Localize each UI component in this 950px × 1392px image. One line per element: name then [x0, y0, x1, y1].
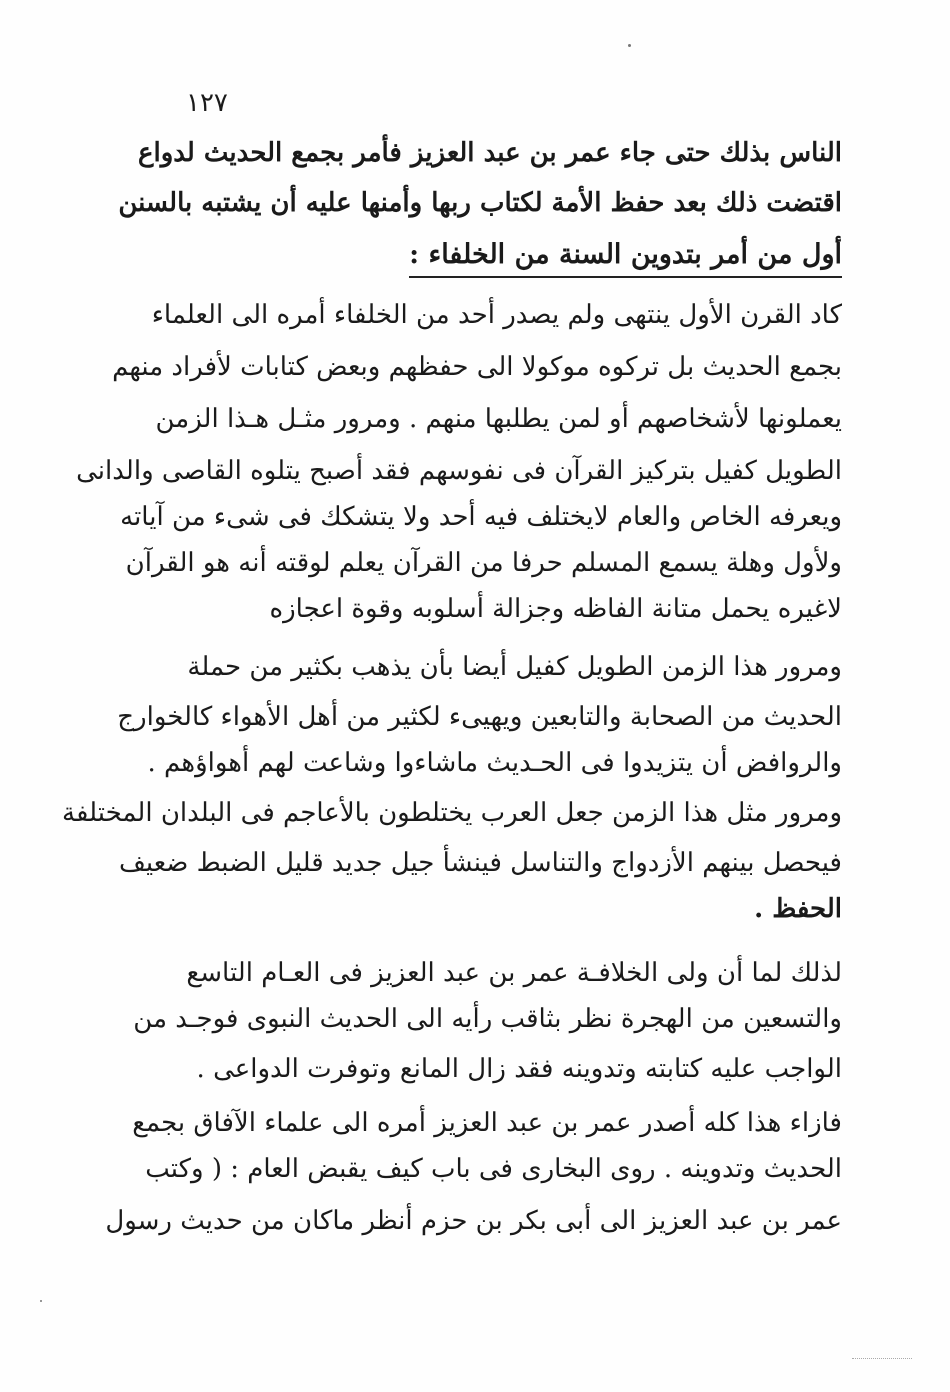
paragraph-line: لاغيره يحمل متانة الفاظه وجزالة أسلوبه وقوة اعجازه	[269, 594, 842, 624]
paragraph-line: كاد القرن الأول ينتهى ولم يصدر أحد من الخلفاء أمره الى العلماء	[151, 300, 842, 330]
paragraph-line: ومرور مثل هذا الزمن جعل العرب يختلطون بالأعاجم فى البلدان المختلفة	[62, 798, 842, 828]
scan-speck	[628, 44, 631, 47]
paragraph-line: الحديث من الصحابة والتابعين ويهيىء لكثير من أهل الأهواء كالخوارج	[117, 702, 842, 732]
paragraph-line: لذلك لما أن ولى الخلافـة عمر بن عبد العزيز فى العـام التاسع	[186, 958, 842, 988]
section-heading-wrap	[409, 238, 842, 278]
paragraph-line: الحفظ .	[754, 894, 842, 924]
paragraph-line: يعملونها لأشخاصهم أو لمن يطلبها منهم . ومرور مثـل هـذا الزمن	[155, 404, 842, 434]
paragraph-line: ومرور هذا الزمن الطويل كفيل أيضا بأن يذهب بكثير من حملة	[187, 652, 842, 682]
paragraph-line: عمر بن عبد العزيز الى أبى بكر بن حزم أنظر ماكان من حديث رسول	[105, 1206, 842, 1236]
paragraph-line: ويعرفه الخاص والعام لايختلف فيه أحد ولا يتشكك فى شىء من آياته	[120, 502, 842, 532]
page-number: ١٢٧	[186, 88, 228, 118]
intro-line: اقتضت ذلك بعد حفظ الأمة لكتاب ربها وأمنها عليه أن يشتبه بالسنن	[118, 188, 842, 218]
paragraph-line: فازاء هذا كله أصدر عمر بن عبد العزيز أمره الى علماء الآفاق بجمع	[132, 1108, 842, 1138]
scan-speck	[40, 1300, 42, 1302]
paragraph-line: الحديث وتدوينه . روى البخارى فى باب كيف يقبض العام : ( وكتب	[145, 1154, 842, 1184]
paragraph-line: والروافض أن يتزيدوا فى الحـديث ماشاءوا وشاعت لهم أهواؤهم .	[147, 748, 842, 778]
paragraph-line: الواجب عليه كتابته وتدوينه فقد زال المانع وتوفرت الدواعى .	[196, 1054, 842, 1084]
paragraph-line: ولأول وهلة يسمع المسلم حرفا من القرآن يعلم لوقته أنه هو القرآن	[125, 548, 842, 578]
paragraph-line: الطويل كفيل بتركيز القرآن فى نفوسهم فقد أصبح يتلوه القاصى والدانى	[76, 456, 842, 486]
scan-edge-mark	[852, 1358, 912, 1360]
paragraph-line: والتسعين من الهجرة نظر بثاقب رأيه الى الحديث النبوى فوجـد من	[133, 1004, 842, 1034]
section-heading: أول من أمر بتدوين السنة من الخلفاء :	[409, 238, 842, 278]
intro-line: الناس بذلك حتى جاء عمر بن عبد العزيز فأمر بجمع الحديث لدواع	[137, 138, 842, 168]
paragraph-line: بجمع الحديث بل تركوه موكولا الى حفظهم وبعض كتابات لأفراد منهم	[112, 352, 842, 382]
paragraph-line: فيحصل بينهم الأزدواج والتناسل فينشأ جيل جديد قليل الضبط ضعيف	[118, 848, 842, 878]
